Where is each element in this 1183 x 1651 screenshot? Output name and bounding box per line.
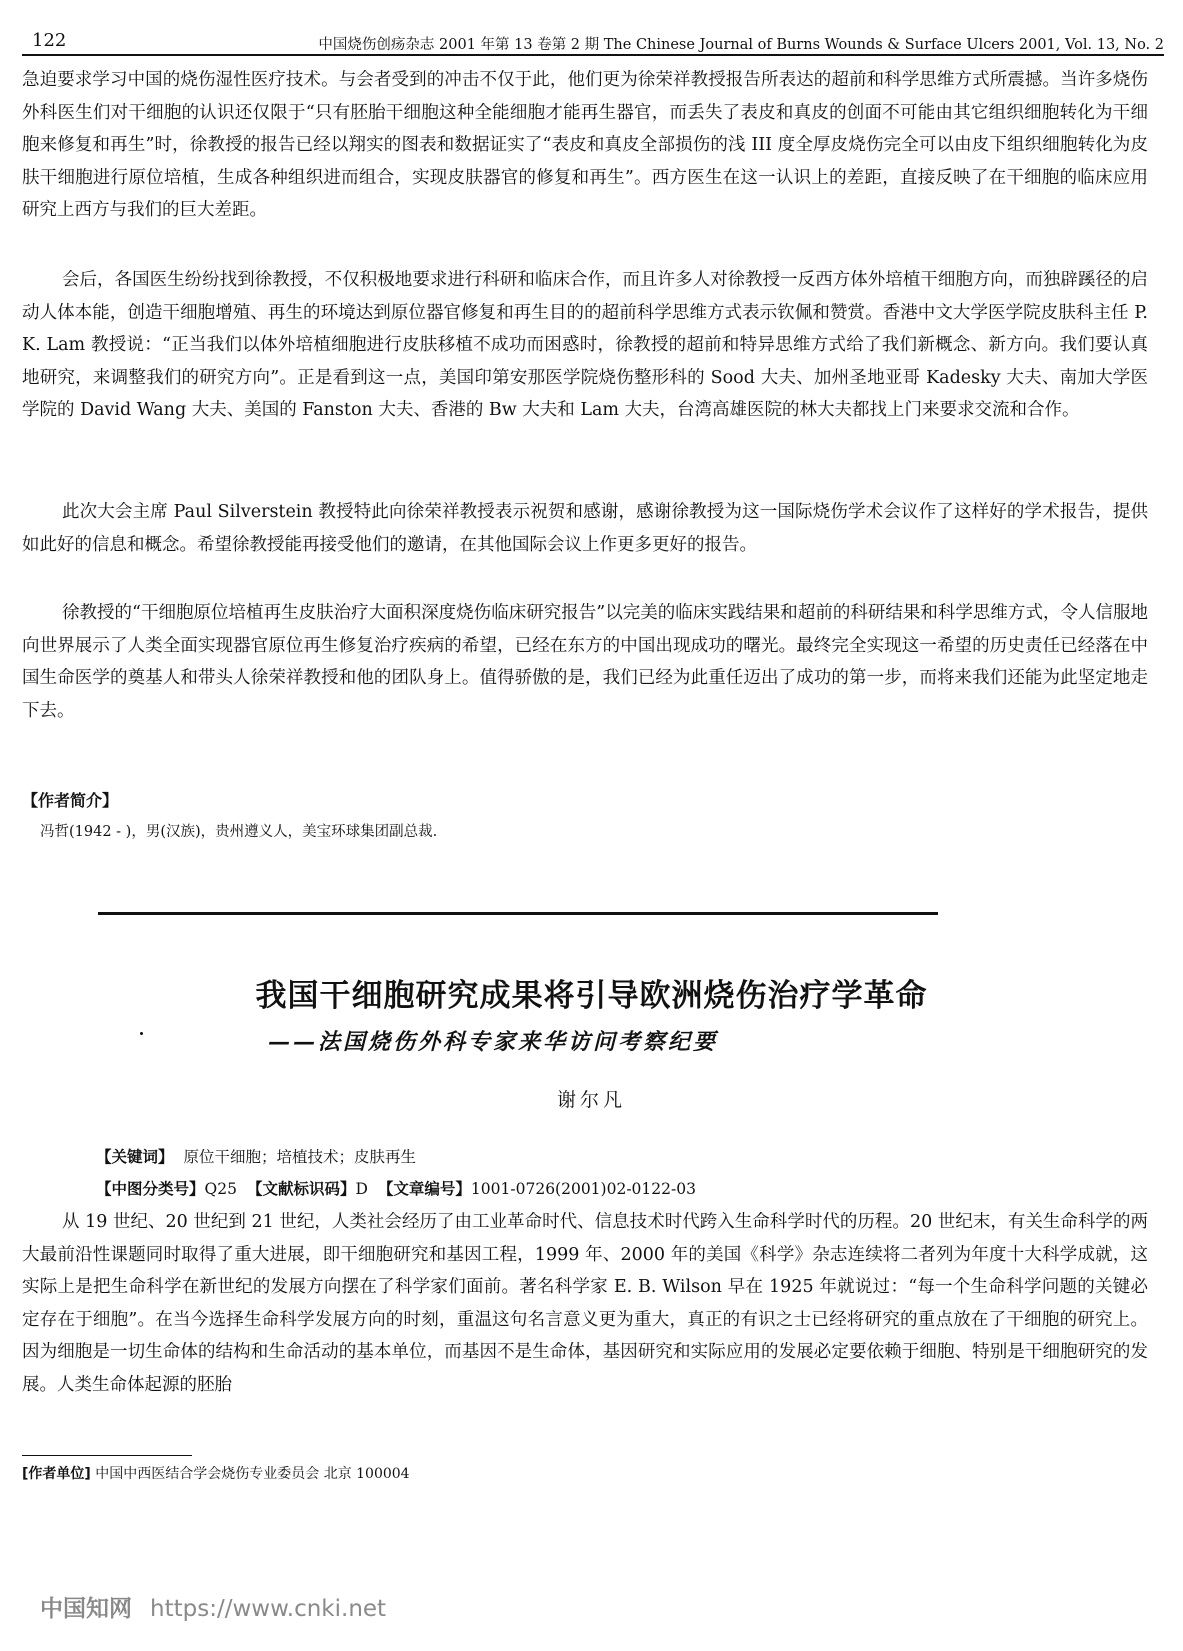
paragraph-2: 会后，各国医生纷纷找到徐教授，不仅积极地要求进行科研和临床合作，而且许多人对徐教授一反西方体外培植干细胞方向，而独辟蹊径的启动人体本能，创造干细胞增殖、再生的环境达到原位器官修复和再生目的的超前科学思维方式表示钦佩和赞赏。香港中文大学医学院皮肤科主任 P. K. Lam 教授说：“正当我们以体外培植细胞进行皮肤移植不成功而困惑时，徐教授的超前和特异思维方式给了我们新概念、新方向。我们要认真地研究，来调整我们的研究方向”。正是看到这一点，美国印第安那医学院烧伤整形科的 Sood 大夫、加州圣地亚哥 Kadesky 大夫、南加大学医学院的 David Wang 大夫、美国的 Fanston 大夫、香港的 Bw 大夫和 Lam 大夫，台湾高雄医院的林大夫都找上门来要求交流和合作。 [22,270,1148,420]
keywords-value: 原位干细胞；培植技术；皮肤再生 [183,1148,417,1166]
id-label: 【文章编号】 [377,1180,471,1198]
paragraph-3: 此次大会主席 Paul Silverstein 教授特此向徐荣祥教授表示祝贺和感谢，感谢徐教授为这一国际烧伤学术会议作了这样好的学术报告，提供如此好的信息和概念。希望徐教授能再接受他们的邀请，在其他国际会议上作更多更好的报告。 [22,502,1148,555]
doc-label: 【文献标识码】 [246,1180,356,1198]
footnote-rule [22,1455,192,1456]
author-bio-label: 【作者简介】 [22,791,119,810]
affiliation-text: 中国中西医结合学会烧伤专业委员会 北京 100004 [95,1466,410,1482]
watermark-brand: 中国知网 [40,1596,132,1622]
article-body: 从 19 世纪、20 世纪到 21 世纪，人类社会经历了由工业革命时代、信息技术时代跨入生命科学时代的历程。20 世纪末，有关生命科学的两大最前沿性课题同时取得了重大进展，即干细胞研究和基因工程，1999 年、2000 年的美国《科学》杂志连续将二者列为年度十大科学成就，这实际上是把生命科学在新世纪的发展方向摆在了科学家们面前。著名科学家 E. B. Wilson 早在 1925 年就说过：“每一个生命科学问题的关键必定存在于细胞”。在当今选择生命科学发展方向的时刻，重温这句名言意义更为重大，真正的有识之士已经将研究的重点放在了干细胞的研究上。因为细胞是一切生命体的结构和生命活动的基本单位，而基因不是生命体，基因研究和实际应用的发展必定要依赖于细胞、特别是干细胞研究的发展。人类生命体起源的胚胎 [22,1212,1148,1395]
watermark-url: https://www.cnki.net [150,1596,387,1622]
doc-value: D [355,1180,368,1198]
article-author: 谢尔凡 [556,1089,626,1111]
paragraph-4: 徐教授的“干细胞原位培植再生皮肤治疗大面积深度烧伤临床研究报告”以完美的临床实践结果和超前的科研结果和科学思维方式，令人信服地向世界展示了人类全面实现器官原位再生修复治疗疾病的希望，已经在东方的中国出现成功的曙光。最终完全实现这一希望的历史责任已经落在中国生命医学的奠基人和带头人徐荣祥教授和他的团队身上。值得骄傲的是，我们已经为此重任迈出了成功的第一步，而将来我们还能为此坚定地走下去。 [22,603,1148,721]
class-label: 【中图分类号】 [96,1180,205,1198]
scan-dot [140,1032,143,1035]
class-value: Q25 [204,1180,237,1198]
journal-header: 中国烧伤创疡杂志 2001 年第 13 卷第 2 期 The Chinese Journal of Burns Wounds & Surface Ulcers 2001, Vol. 13, No. 2 [318,37,1164,53]
author-affiliation [22,1463,410,1483]
article-subtitle: ——法国烧伤外科专家来华访问考察纪要 [268,1029,719,1055]
page-number: 122 [32,30,67,51]
keywords-label: 【关键词】 [96,1148,174,1166]
running-header [22,28,1164,56]
author-bio-text: 冯哲(1942 - )，男(汉族)，贵州遵义人，美宝环球集团副总裁. [40,824,438,840]
article-title: 我国干细胞研究成果将引导欧洲烧伤治疗学革命 [255,978,928,1014]
affiliation-label: [作者单位] [22,1466,91,1482]
section-divider [98,912,938,915]
cnki-watermark [40,1590,386,1623]
keywords-line [96,1145,416,1167]
classification-line [96,1177,696,1199]
id-value: 1001-0726(2001)02-0122-03 [470,1180,696,1198]
paragraph-1: 急迫要求学习中国的烧伤湿性医疗技术。与会者受到的冲击不仅于此，他们更为徐荣祥教授报告所表达的超前和科学思维方式所震撼。当许多烧伤外科医生们对干细胞的认识还仅限于“只有胚胎干细胞这种全能细胞才能再生器官，而丢失了表皮和真皮的创面不可能由其它组织细胞转化为干细胞来修复和再生”时，徐教授的报告已经以翔实的图表和数据证实了“表皮和真皮全部损伤的浅 III 度全厚皮烧伤完全可以由皮下组织细胞转化为皮肤干细胞进行原位培植，生成各种组织进而组合，实现皮肤器官的修复和再生”。西方医生在这一认识上的差距，直接反映了在干细胞的临床应用研究上西方与我们的巨大差距。 [22,70,1148,220]
